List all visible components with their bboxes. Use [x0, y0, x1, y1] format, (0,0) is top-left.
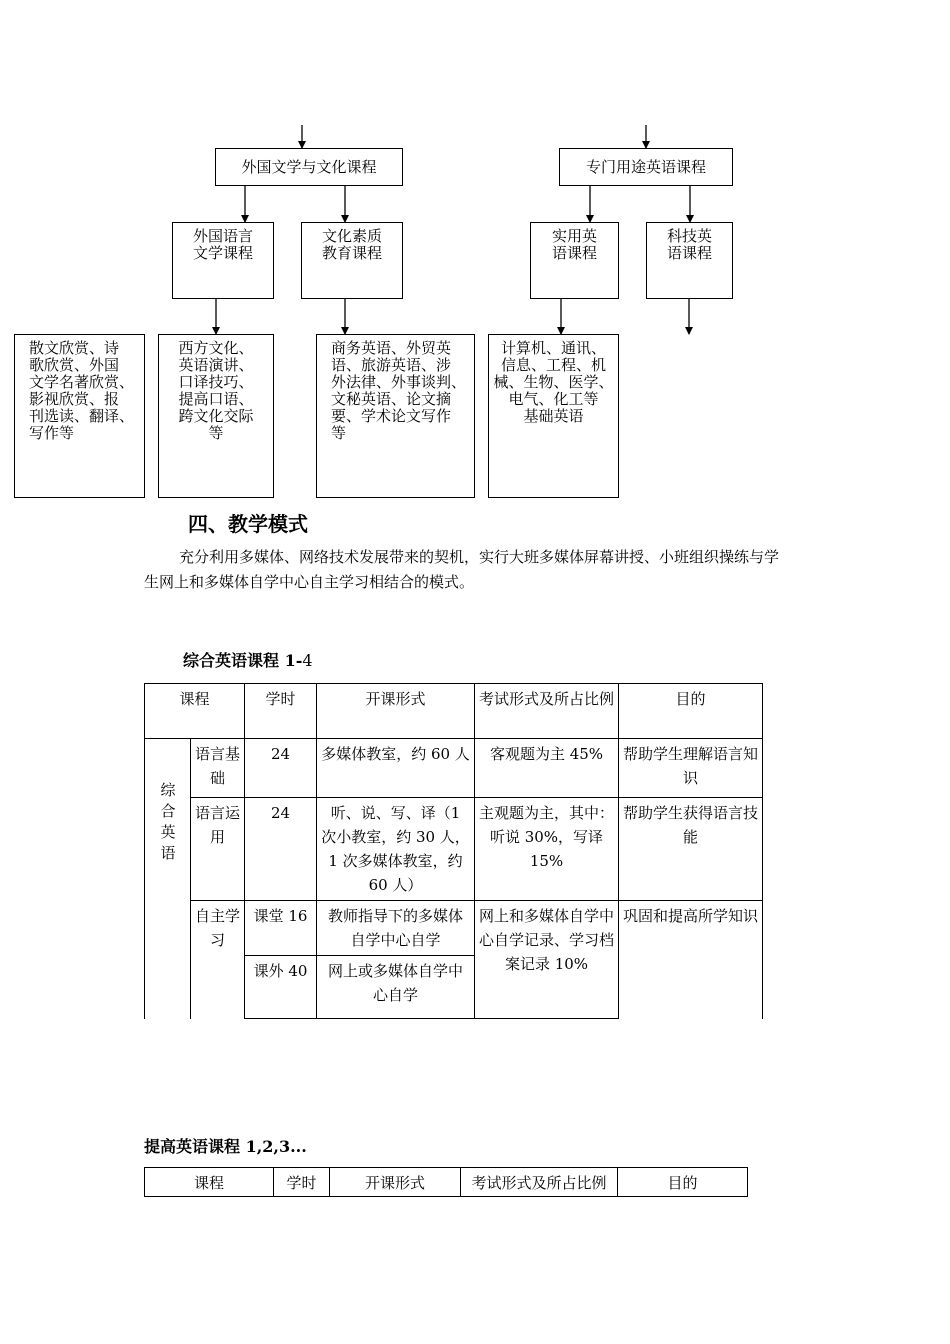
table-header-row	[145, 684, 763, 739]
header-format: 开课形式	[330, 1168, 461, 1197]
table-row	[145, 798, 763, 901]
exam-cell: 主观题为主，其中：听说 30%，写译 15%	[475, 798, 619, 901]
table-row	[145, 901, 763, 956]
table-header-row	[145, 1168, 748, 1197]
hours-cell: 24	[245, 798, 317, 901]
header-exam: 考试形式及所占比例	[475, 684, 619, 739]
section-heading: 四、教学模式	[188, 512, 308, 536]
box-esp	[559, 148, 733, 186]
header-course: 课程	[145, 684, 245, 739]
box-leaf-literature	[14, 334, 145, 498]
table1-title-bold: 综合英语课程 1-	[183, 651, 303, 670]
format-cell: 多媒体教室，约 60 人	[317, 739, 475, 798]
table-row	[145, 739, 763, 798]
box-lit-culture-label: 外国文学与文化课程	[241, 157, 377, 176]
header-goal: 目的	[618, 1168, 748, 1197]
sub-course: 语言运用	[191, 798, 245, 901]
group-cell	[145, 739, 191, 1019]
format-cell: 教师指导下的多媒体自学中心自学	[317, 901, 475, 956]
box-culture-quality-label: 文化素质 教育课程	[321, 227, 382, 262]
header-course: 课程	[145, 1168, 274, 1197]
body-paragraph: 充分利用多媒体、网络技术发展带来的契机，实行大班多媒体屏幕讲授、小班组织操练与学生网上和多媒体自学中心自主学习相结合的模式。	[144, 548, 780, 591]
box-leaf-technical-label: 计算机、通讯、 信息、工程、机 械、生物、医学、 电气、化工等 基础英语	[493, 339, 614, 425]
exam-cell: 网上和多媒体自学中心自学记录、学习档案记录 10%	[475, 901, 619, 1019]
header-hours: 学时	[274, 1168, 330, 1197]
course-table-advanced	[144, 1167, 748, 1197]
box-practical-label: 实用英 语课程	[551, 227, 597, 262]
course-table-comprehensive	[144, 683, 763, 1019]
header-hours: 学时	[245, 684, 317, 739]
box-leaf-technical	[488, 334, 619, 498]
header-goal: 目的	[619, 684, 763, 739]
box-lit-culture	[215, 148, 403, 186]
box-leaf-business-label: 商务英语、外贸英 语、旅游英语、涉 外法律、外事谈判、 文秘英语、论文摘 要、学术论文写作 等	[331, 339, 467, 442]
hours-cell: 24	[245, 739, 317, 798]
box-leaf-culture	[158, 334, 274, 498]
header-format: 开课形式	[317, 684, 475, 739]
box-esp-label: 专门用途英语课程	[585, 157, 706, 176]
header-exam: 考试形式及所占比例	[461, 1168, 618, 1197]
goal-cell: 帮助学生获得语言技能	[619, 798, 763, 901]
format-cell: 听、说、写、译（1 次小教室，约 30 人，1 次多媒体教室，约 60 人）	[317, 798, 475, 901]
box-scitech-label: 科技英 语课程	[666, 227, 712, 262]
table1-title-rest: 4	[302, 651, 313, 670]
group-label: 综合英语	[158, 782, 177, 866]
hours-cell: 课堂 16	[245, 901, 317, 956]
box-leaf-literature-label: 散文欣赏、诗 歌欣赏、外国 文学名著欣赏、 影视欣赏、报 刊选读、翻译、 写作等	[29, 339, 135, 442]
hours-cell: 课外 40	[245, 956, 317, 1019]
box-culture-quality	[301, 222, 403, 299]
sub-course: 语言基础	[191, 739, 245, 798]
table2-title: 提高英语课程 1,2,3...	[144, 1137, 307, 1156]
box-foreign-lang-lit	[172, 222, 274, 299]
box-leaf-business	[316, 334, 475, 498]
goal-cell: 巩固和提高所学知识	[619, 901, 763, 1019]
box-scitech	[646, 222, 733, 299]
table1-title	[183, 648, 313, 671]
goal-cell: 帮助学生理解语言知识	[619, 739, 763, 798]
box-foreign-lang-lit-label: 外国语言 文学课程	[192, 227, 253, 262]
box-practical	[530, 222, 619, 299]
exam-cell: 客观题为主 45%	[475, 739, 619, 798]
box-leaf-culture-label: 西方文化、 英语演讲、 口译技巧、 提高口语、 跨文化交际 等	[178, 339, 254, 442]
format-cell: 网上或多媒体自学中心自学	[317, 956, 475, 1019]
sub-course: 自主学习	[191, 901, 245, 1019]
